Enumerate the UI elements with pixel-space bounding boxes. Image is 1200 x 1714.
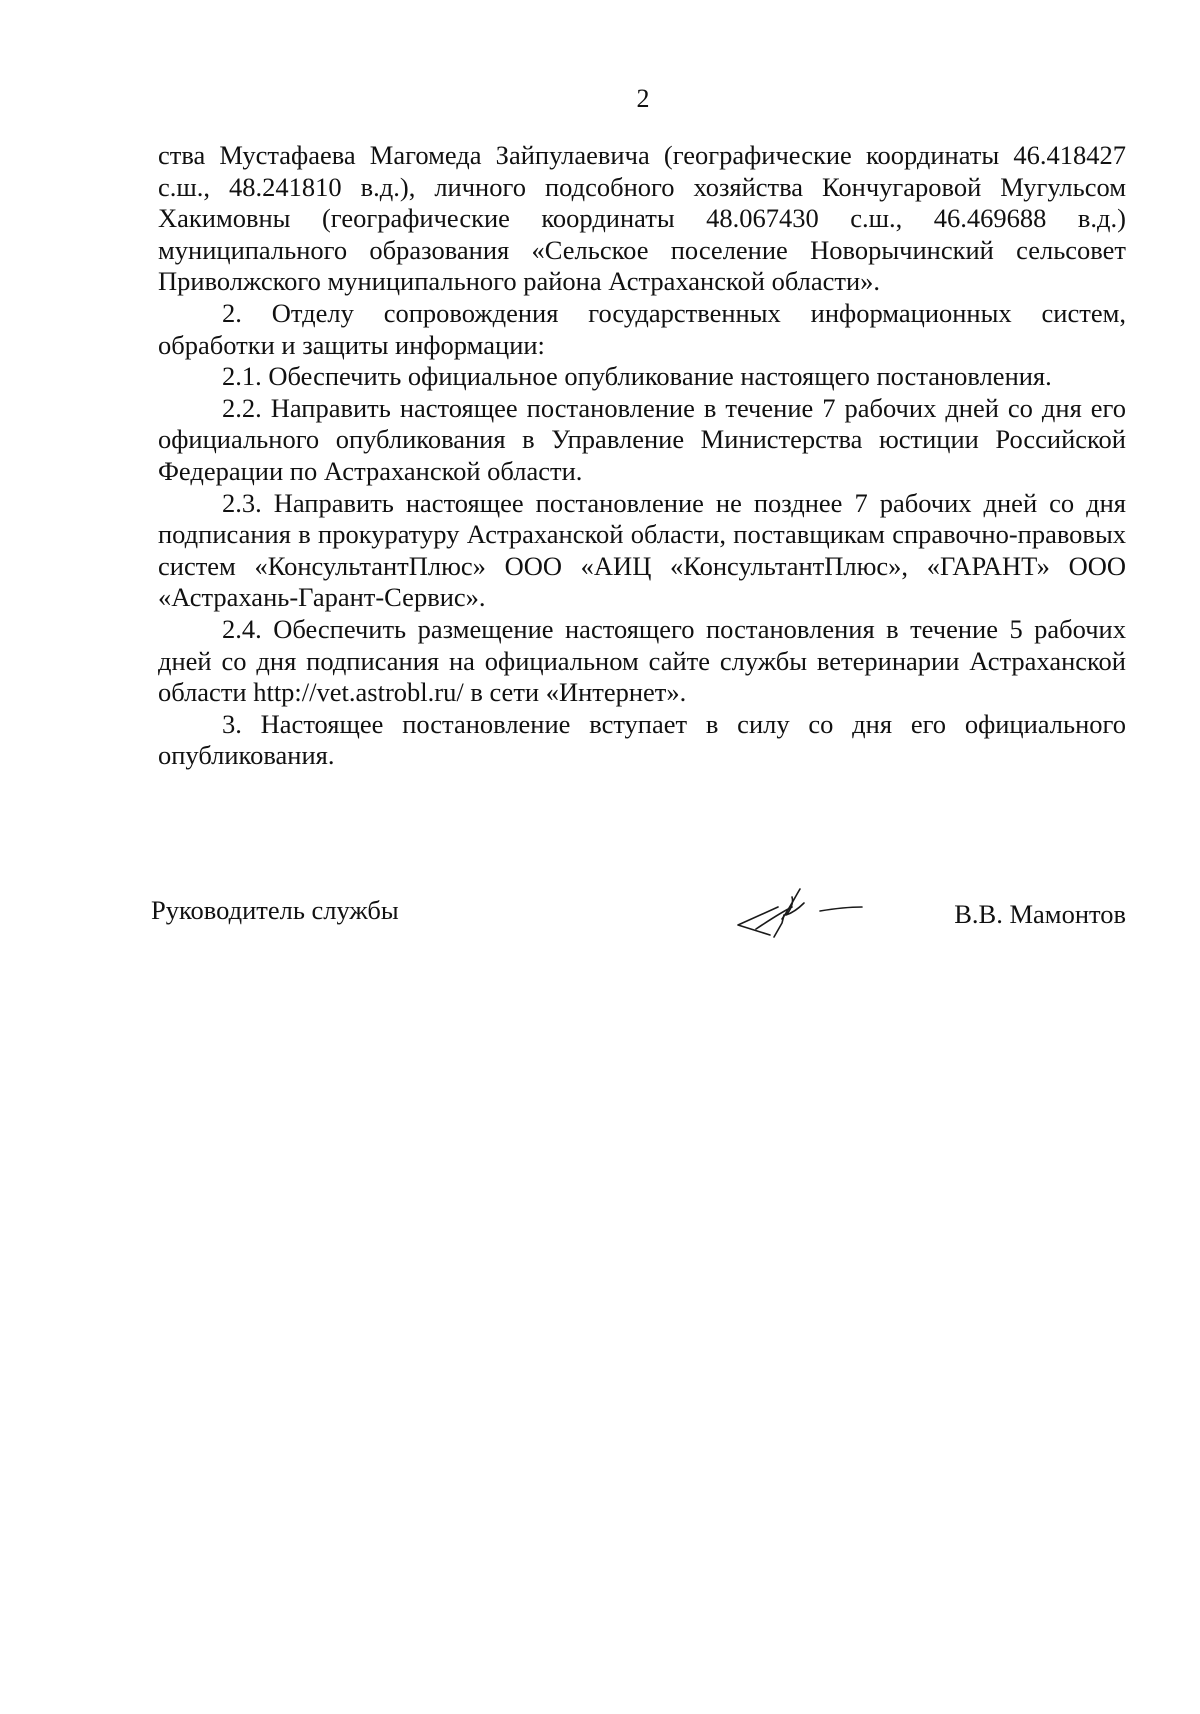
page-number: 2 xyxy=(636,84,650,113)
paragraph-continuation: ства Мустафаева Магомеда Зайпулаевича (географические координаты 46.418427 с.ш., 48.241810 в.д.), личного подсобного хозяйства Кончугаровой Мугульсом Хакимовны (географические координаты 48.067430 с.ш., 46.469688 в.д.) муниципального образования «Сельское поселение Новорычинский сельсовет Приволжского муниципального района Астраханской области». xyxy=(158,140,1126,297)
signer-title: Руководитель службы xyxy=(151,895,399,925)
signer-name: В.В. Мамонтов xyxy=(954,899,1126,929)
handwritten-signature xyxy=(734,885,874,943)
paragraph-item-2-1: 2.1. Обеспечить официальное опубликование настоящего постановления. xyxy=(222,361,1052,392)
paragraph-item-2-3: 2.3. Направить настоящее постановление не позднее 7 рабочих дней со дня подписания в прокуратуру Астраханской области, поставщикам справочно-правовых систем «КонсультантПлюс» ООО «АИЦ «КонсультантПлюс», «ГАРАНТ» ООО «Астрахань-Гарант-Сервис». xyxy=(158,487,1126,613)
paragraph-item-2-2: 2.2. Направить настоящее постановление в течение 7 рабочих дней со дня его официального опубликования в Управление Министерства юстиции Российской Федерации по Астраханской области. xyxy=(158,392,1126,486)
document-body xyxy=(158,140,1126,772)
paragraph-item-3: 3. Настоящее постановление вступает в силу со дня его официального опубликования. xyxy=(158,708,1126,771)
paragraph-item-2: 2. Отделу сопровождения государственных информационных систем, обработки и защиты информации: xyxy=(158,297,1126,360)
signature-block xyxy=(151,885,1126,945)
paragraph-item-2-4: 2.4. Обеспечить размещение настоящего постановления в течение 5 рабочих дней со дня подписания на официальном сайте службы ветеринарии Астраханской области http://vet.astrobl.ru/ в сети «Интернет». xyxy=(158,613,1126,708)
